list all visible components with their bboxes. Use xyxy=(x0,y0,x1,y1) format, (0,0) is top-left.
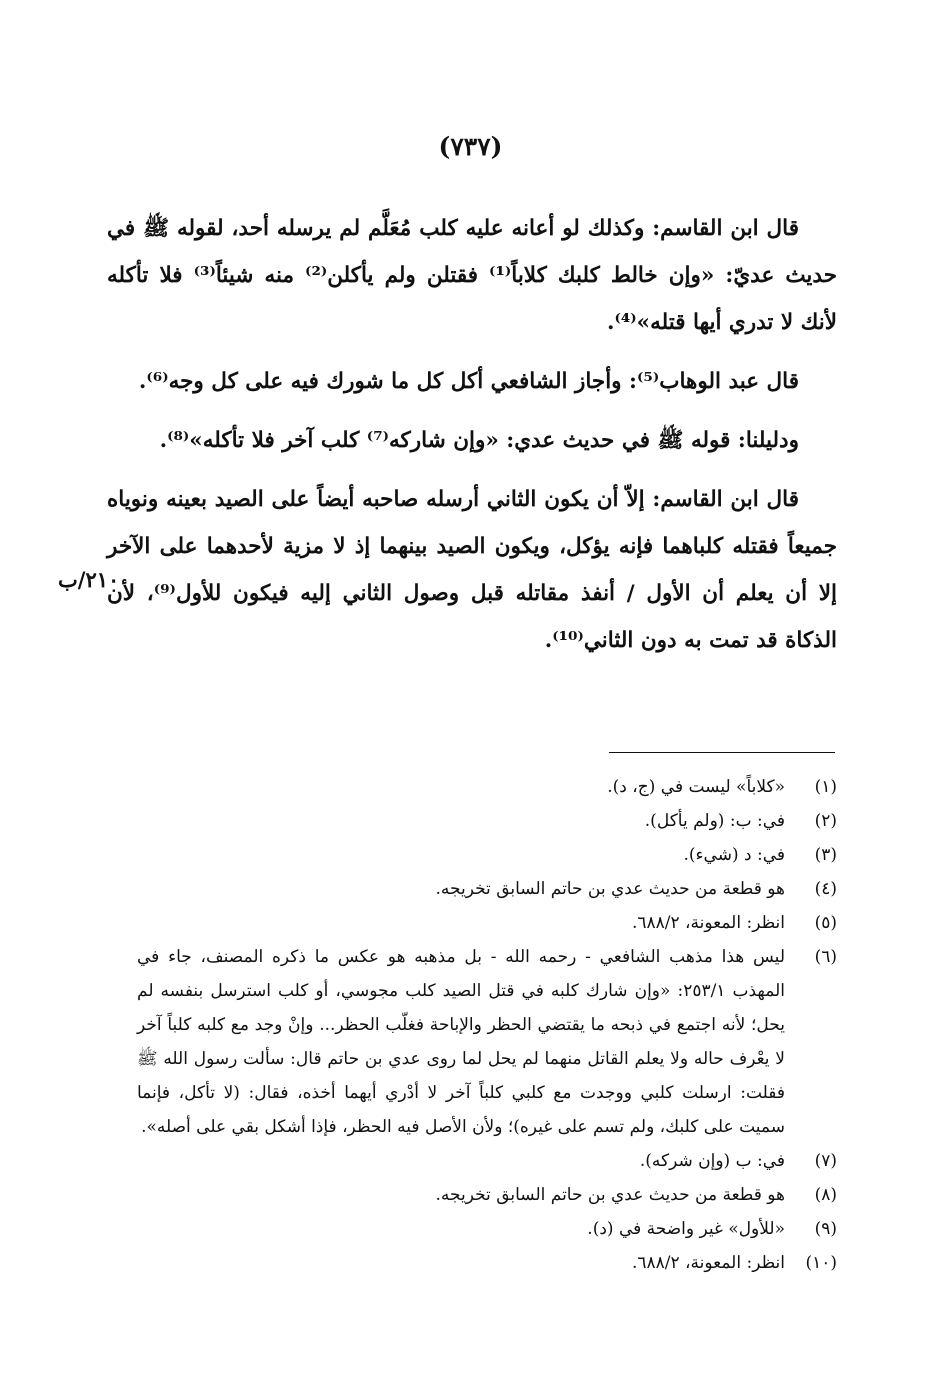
footnote-number: (٩) xyxy=(814,1219,837,1239)
footnote-number: (٦) xyxy=(814,947,837,967)
footnote-text: في: ب: (ولم يأكل). xyxy=(644,811,785,831)
footnote-number: (٧) xyxy=(814,1151,837,1171)
paragraph-1: قال ابن القاسم: وكذلك لو أعانه عليه كلب مُعَلَّم لم يرسله أحد، لقوله ﷺ في حديث عديّ: «وإن خالط كلبك كلاباً⁽¹⁾ فقتلن ولم يأكلن⁽²⁾ منه شيئاً⁽³⁾ فلا تأكله لأنك لا تدري أيها قتله»⁽⁴⁾. xyxy=(107,216,837,335)
footnote-item xyxy=(137,1178,837,1212)
footnote-number: (٤) xyxy=(814,879,837,899)
footnote-number: (٨) xyxy=(814,1185,837,1205)
paragraph-2: قال عبد الوهاب⁽⁵⁾: وأجاز الشافعي أكل كل ما شورك فيه على كل وجه⁽⁶⁾. xyxy=(138,369,799,394)
footnote-text: انظر: المعونة، ٦٨٨/٢. xyxy=(631,913,785,933)
footnote-separator xyxy=(609,752,835,753)
footnote-number: (٥) xyxy=(814,913,837,933)
footnote-text: انظر: المعونة، ٦٨٨/٢. xyxy=(631,1253,785,1273)
footnote-text: هو قطعة من حديث عدي بن حاتم السابق تخريجه. xyxy=(435,1185,785,1205)
footnote-item xyxy=(137,838,837,872)
footnote-text: في: د (شيء). xyxy=(683,845,785,865)
footnote-text: في: ب (وإن شركه). xyxy=(639,1151,785,1171)
footnote-item xyxy=(137,906,837,940)
footnotes-list xyxy=(137,770,837,1280)
footnote-text: هو قطعة من حديث عدي بن حاتم السابق تخريجه. xyxy=(435,879,785,899)
footnote-item xyxy=(137,1212,837,1246)
footnote-number: (١) xyxy=(814,777,837,797)
footnote-text: ليس هذا مذهب الشافعي - رحمه الله - بل مذهبه هو عكس ما ذكره المصنف، جاء في المهذب ٢٥٣/١: «وإن شارك كلبه في قتل الصيد كلب مجوسي، أو كلب استرسل بنفسه لم يحل؛ لأنه اجتمع في ذبحه ما يقتضي الحظر والإباحة فغلّب الحظر... وإنْ وجد مع كلبه كلباً آخر لا يعْرف حاله ولا يعلم القاتل منهما لم يحل لما روى عدي بن حاتم قال: سألت رسول الله ﷺ فقلت: ارسلت كلبي ووجدت مع كلبي كلباً آخر لا أدْري أيهما أخذه، فقال: (لا تأكل، فإنما سميت على كلبك، ولم تسم على غيره)؛ ولأن الأصل فيه الحظر، فإذا أشكل بقي على أصله». xyxy=(137,947,785,1137)
footnote-text: «كلاباً» ليست في (ج، د). xyxy=(607,777,785,797)
paragraph-4: قال ابن القاسم: إلاّ أن يكون الثاني أرسله صاحبه أيضاً على الصيد بعينه ونوياه جميعاً فقتله كلباهما فإنه يؤكل، ويكون الصيد بينهما إذ لا مزية لأحدهما على الآخر إلا أن يعلم أن الأول / أنفذ مقاتله قبل وصول الثاني إليه فيكون للأول⁽⁹⁾، لأن الذكاة قد تمت به دون الثاني⁽¹⁰⁾. xyxy=(107,487,837,653)
footnote-number: (٣) xyxy=(814,845,837,865)
main-text xyxy=(107,205,837,676)
page-number: (٧٣٧) xyxy=(438,132,503,161)
footnote-item xyxy=(137,770,837,804)
manuscript-folio-marker: ٢١٠/ب xyxy=(58,567,120,592)
footnote-text: «للأول» غير واضحة في (د). xyxy=(587,1219,785,1239)
footnote-item xyxy=(137,1144,837,1178)
footnote-number: (٢) xyxy=(814,811,837,831)
footnote-item xyxy=(137,872,837,906)
footnote-item xyxy=(137,804,837,838)
paragraph-3: ودليلنا: قوله ﷺ في حديث عدي: «وإن شاركه⁽⁷⁾ كلب آخر فلا تأكله»⁽⁸⁾. xyxy=(159,428,799,453)
footnote-number: (١٠) xyxy=(805,1253,837,1273)
footnote-item xyxy=(137,1246,837,1280)
footnote-item xyxy=(137,940,837,1144)
